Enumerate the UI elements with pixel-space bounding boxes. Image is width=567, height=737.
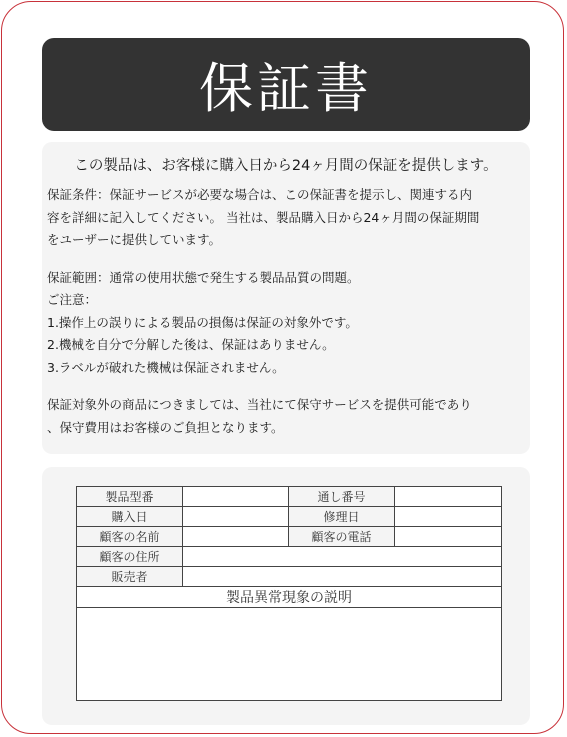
customer-address-label: 顧客の住所: [77, 547, 183, 567]
table-row: [77, 608, 502, 701]
out-of-scope-line: 、保守費用はお客様のご負担となります。: [47, 419, 284, 435]
customer-phone-field[interactable]: [395, 527, 502, 547]
repair-date-label: 修理日: [289, 507, 395, 527]
purchase-date-field[interactable]: [183, 507, 289, 527]
terms-text: [47, 184, 531, 439]
out-of-scope-line: 保証対象外の商品につきましては、当社にて保守サービスを提供可能であり: [47, 397, 472, 412]
warranty-card: [1, 1, 564, 734]
terms-panel: [42, 142, 530, 454]
conditions-line: をユーザーに提供しています。: [47, 232, 222, 247]
model-label: 製品型番: [77, 487, 183, 507]
conditions-line: 容を詳細に記入してください。 当社は、製品購入日から24ヶ月間の保証期間: [47, 209, 480, 225]
table-row: [77, 547, 502, 567]
note-item: 1.操作上の誤りによる製品の損傷は保証の対象外です。: [47, 314, 358, 330]
table-row: [77, 567, 502, 587]
table-row: [77, 587, 502, 608]
seller-label: 販売者: [77, 567, 183, 587]
note-item: 2.機械を自分で分解した後は、保証はありません。: [47, 337, 335, 352]
serial-field[interactable]: [395, 487, 502, 507]
table-row: [77, 527, 502, 547]
title-banner: [42, 38, 530, 131]
table-row: [77, 487, 502, 507]
conditions-line: 保証条件：保証サービスが必要な場合は、この保証書を提示し、関連する内: [47, 187, 473, 202]
description-field[interactable]: [77, 608, 502, 701]
intro-text: この製品は、お客様に購入日から24ヶ月間の保証を提供します。: [74, 158, 498, 174]
repair-date-field[interactable]: [395, 507, 502, 527]
customer-phone-label: 顧客の電話: [289, 527, 395, 547]
customer-name-label: 顧客の名前: [77, 527, 183, 547]
serial-label: 通し番号: [289, 487, 395, 507]
page-title: 保証書: [199, 57, 373, 120]
scope-text: 保証範囲：通常の使用状態で発生する製品品質の問題。: [47, 269, 360, 285]
seller-field[interactable]: [183, 567, 502, 587]
model-field[interactable]: [183, 487, 289, 507]
form-panel: [42, 467, 530, 725]
customer-address-field[interactable]: [183, 547, 502, 567]
customer-name-field[interactable]: [183, 527, 289, 547]
description-heading: 製品異常現象の説明: [77, 587, 502, 608]
note-item: 3.ラベルが破れた機械は保証されません。: [47, 359, 285, 375]
table-row: [77, 507, 502, 527]
notes-heading: ご注意：: [47, 292, 98, 307]
purchase-date-label: 購入日: [77, 507, 183, 527]
warranty-form-table: [76, 486, 502, 701]
